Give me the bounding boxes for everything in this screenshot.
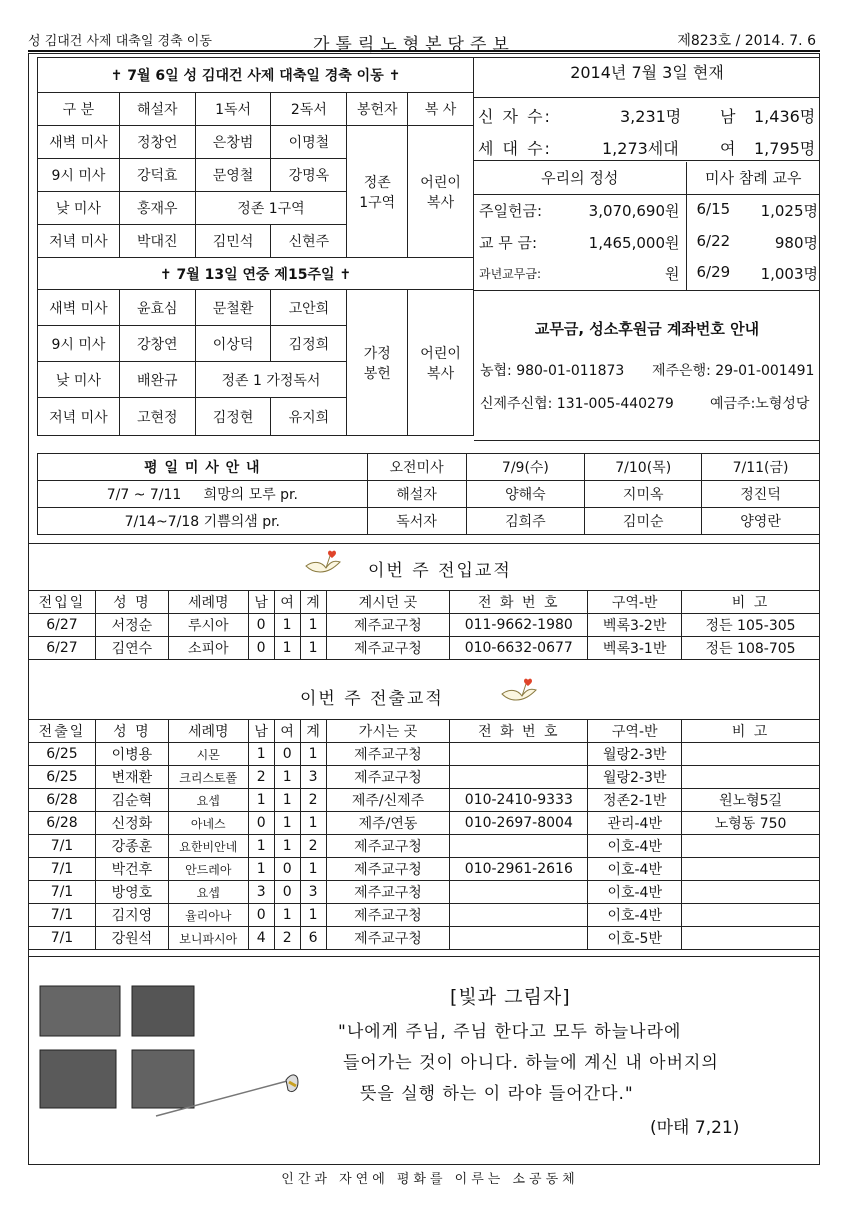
- altar-servers-text: 어린이 복사: [420, 174, 461, 211]
- table-cell: 2: [274, 927, 300, 950]
- commentator: 박대진: [119, 225, 195, 258]
- col-header: 계시던 곳: [326, 591, 450, 614]
- table-cell: 7/1: [29, 927, 96, 950]
- commentator: 배완규: [119, 362, 195, 398]
- weekday-period: 7/14~7/18 기쁨의샘 pr.: [38, 508, 368, 535]
- col-header: 가시는 곳: [326, 720, 450, 743]
- table-cell: 제주교구청: [326, 858, 450, 881]
- table-cell: 0: [248, 614, 274, 637]
- table-cell: 1: [248, 835, 274, 858]
- table-cell: 010-6632-0677: [450, 637, 588, 660]
- account-credit-union: 신제주신협: 131-005-440279: [480, 396, 674, 412]
- col-header: 복 사: [408, 93, 474, 126]
- weekday-name: 정진덕: [702, 481, 820, 508]
- table-row: [29, 927, 820, 950]
- table-cell: 김순혁: [95, 789, 168, 812]
- table-cell: 0: [274, 881, 300, 904]
- table-cell: 2: [248, 766, 274, 789]
- transfer-out-header: [29, 720, 820, 743]
- table-cell: 7/1: [29, 881, 96, 904]
- mass-time: 새벽 미사: [38, 290, 120, 326]
- table-cell: 시몬: [168, 743, 248, 766]
- table-cell: 0: [248, 904, 274, 927]
- table-cell: 1: [274, 812, 300, 835]
- transfer-in-table: [28, 590, 820, 660]
- weekday-row: [38, 481, 820, 508]
- table-cell: 관리-4반: [588, 812, 682, 835]
- table-cell: 제주교구청: [326, 904, 450, 927]
- table-cell: 안드레아: [168, 858, 248, 881]
- offering-label: 교 무 금:: [479, 233, 538, 252]
- col-header: 전 화 번 호: [450, 591, 588, 614]
- table-cell: [682, 743, 820, 766]
- col-header: 성 명: [95, 720, 168, 743]
- col-header: 비 고: [682, 591, 820, 614]
- readers: 정존 1구역: [195, 192, 347, 225]
- table-cell: 아네스: [168, 812, 248, 835]
- mass-time: 저녁 미사: [38, 398, 120, 436]
- offertory-group: [347, 290, 408, 436]
- commentator: 홍재우: [119, 192, 195, 225]
- table-cell: [450, 766, 588, 789]
- table-cell: 제주교구청: [326, 637, 450, 660]
- day-header: 7/10(목): [585, 454, 702, 481]
- male-count: 1,436명: [754, 107, 816, 126]
- reader-2: 유지희: [271, 398, 347, 436]
- reader-1: 문영철: [195, 159, 271, 192]
- table-cell: 제주교구청: [326, 881, 450, 904]
- quote-line: 들어가는 것이 아니다. 하늘에 계신 내 아버지의: [343, 1053, 719, 1073]
- table-cell: 1: [300, 637, 326, 660]
- mass-time: 낮 미사: [38, 192, 120, 225]
- altar-servers: [408, 126, 474, 258]
- reader-1: 이상덕: [195, 326, 271, 362]
- table-row: [29, 637, 820, 660]
- col-header: 해설자: [119, 93, 195, 126]
- weekday-name: 양해숙: [466, 481, 585, 508]
- table-cell: 1: [300, 812, 326, 835]
- transfer-in-header: [29, 591, 820, 614]
- table-cell: [450, 904, 588, 927]
- table-cell: 이호-5반: [588, 927, 682, 950]
- commentator: 고현정: [119, 398, 195, 436]
- table-cell: 율리아나: [168, 904, 248, 927]
- commentator: 정창언: [119, 126, 195, 159]
- table-cell: 010-2961-2616: [450, 858, 588, 881]
- table-cell: 6/25: [29, 766, 96, 789]
- col-header: 봉헌자: [347, 93, 408, 126]
- reader-2: 고안희: [271, 290, 347, 326]
- transfer-out-table: [28, 719, 820, 950]
- table-cell: 원노형5길: [682, 789, 820, 812]
- offering-row: [474, 194, 820, 226]
- table-cell: 제주교구청: [326, 835, 450, 858]
- table-cell: 6/27: [29, 637, 96, 660]
- footer-motto: 인간과 자연에 평화를 이루는 소공동체: [281, 1172, 579, 1187]
- schedule-title-1: ✝ 7월 6일 성 김대건 사제 대축일 경축 이동 ✝: [38, 58, 474, 93]
- offering-value: 원: [571, 258, 686, 290]
- table-cell: 0: [248, 812, 274, 835]
- table-row: [29, 812, 820, 835]
- account-holder: 예금주:노형성당: [710, 396, 810, 412]
- reader-2: 이명철: [271, 126, 347, 159]
- mass-time: 9시 미사: [38, 159, 120, 192]
- attendance-date: 6/29: [696, 263, 731, 282]
- table-cell: 보니파시아: [168, 927, 248, 950]
- table-cell: 제주/연동: [326, 812, 450, 835]
- mass-schedule-table: [37, 57, 474, 436]
- offering-value: 3,070,690원: [571, 194, 686, 226]
- window-cross-illustration: [36, 978, 306, 1128]
- col-header: 세례명: [168, 591, 248, 614]
- table-cell: 1: [274, 637, 300, 660]
- col-header: 성 명: [95, 591, 168, 614]
- transfer-out-title: 이번 주 전출교적: [300, 689, 444, 709]
- table-cell: 0: [248, 637, 274, 660]
- mass-time: 9시 미사: [38, 326, 120, 362]
- col-header: 세례명: [168, 720, 248, 743]
- table-cell: 요셉: [168, 881, 248, 904]
- table-cell: 7/1: [29, 858, 96, 881]
- table-cell: 6: [300, 927, 326, 950]
- account-nonghyup: 농협: 980-01-011873: [480, 363, 625, 379]
- table-cell: [682, 835, 820, 858]
- weekday-name: 김미순: [585, 508, 702, 535]
- col-header: 구 분: [38, 93, 120, 126]
- table-row: [29, 766, 820, 789]
- transfer-out-body: [29, 743, 820, 950]
- reader-2: 김정희: [271, 326, 347, 362]
- table-cell: 6/25: [29, 743, 96, 766]
- morning-mass-label: 오전미사: [367, 454, 466, 481]
- table-cell: 1: [248, 743, 274, 766]
- table-cell: 월랑2-3반: [588, 766, 682, 789]
- reader-1: 김정현: [195, 398, 271, 436]
- table-cell: 0: [274, 743, 300, 766]
- readers: 정존 1 가정독서: [195, 362, 347, 398]
- schedule-title-2: ✝ 7월 13일 연중 제15주일 ✝: [38, 258, 474, 290]
- reader-1: 문철환: [195, 290, 271, 326]
- table-cell: 강원석: [95, 927, 168, 950]
- schedule-row: [38, 290, 474, 326]
- col-header: 비 고: [682, 720, 820, 743]
- altar-servers: [408, 290, 474, 436]
- table-cell: 소피아: [168, 637, 248, 660]
- table-cell: [682, 927, 820, 950]
- table-cell: 변재환: [95, 766, 168, 789]
- table-cell: 2: [300, 789, 326, 812]
- col-header: 남: [248, 720, 274, 743]
- dove-icon: [304, 548, 344, 578]
- bulletin-title: 가톨릭노형본당주보: [313, 35, 515, 55]
- table-cell: 이호-4반: [588, 881, 682, 904]
- reader-2: 신현주: [271, 225, 347, 258]
- col-header: 2독서: [271, 93, 347, 126]
- col-header: 전 화 번 호: [450, 720, 588, 743]
- table-cell: 방영호: [95, 881, 168, 904]
- offering-row: [474, 258, 820, 290]
- table-cell: 노형동 750: [682, 812, 820, 835]
- table-cell: 3: [248, 881, 274, 904]
- table-cell: 박건후: [95, 858, 168, 881]
- col-header: 여: [274, 720, 300, 743]
- weekday-name: 지미옥: [585, 481, 702, 508]
- quote-line: 뜻을 실행 하는 이 라야 들어간다.": [360, 1084, 634, 1104]
- table-cell: 이호-4반: [588, 858, 682, 881]
- offering-row: [474, 226, 820, 258]
- table-cell: 신정화: [95, 812, 168, 835]
- section-divider: [28, 543, 820, 544]
- offertory-group: [347, 126, 408, 258]
- table-cell: 010-2697-8004: [450, 812, 588, 835]
- transfer-in-title: 이번 주 전입교적: [368, 561, 512, 581]
- attendance-count: 980명: [774, 233, 818, 252]
- attendance-title: 미사 참례 교우: [686, 162, 820, 194]
- table-cell: 월랑2-3반: [588, 743, 682, 766]
- attendance-entry: [686, 226, 820, 258]
- table-cell: 1: [248, 858, 274, 881]
- table-cell: 김지영: [95, 904, 168, 927]
- weekday-role: 독서자: [367, 508, 466, 535]
- table-cell: 요한비안네: [168, 835, 248, 858]
- female-label: 여: [720, 139, 736, 158]
- table-row: [29, 881, 820, 904]
- weekday-name: 김희주: [466, 508, 585, 535]
- table-cell: 제주교구청: [326, 766, 450, 789]
- believers-count: 3,231명: [620, 107, 682, 126]
- table-cell: [450, 835, 588, 858]
- table-row: [29, 858, 820, 881]
- offering-label: 과년교무금:: [474, 258, 571, 290]
- table-cell: 서정순: [95, 614, 168, 637]
- table-cell: 1: [274, 766, 300, 789]
- dove-icon: [500, 676, 540, 706]
- believers-label: 신 자 수:: [478, 107, 552, 126]
- table-cell: 1: [274, 835, 300, 858]
- col-header: 1독서: [195, 93, 271, 126]
- table-cell: [682, 881, 820, 904]
- col-header: 남: [248, 591, 274, 614]
- table-cell: 벡록3-2반: [588, 614, 682, 637]
- col-header: 전출일: [29, 720, 96, 743]
- weekday-title: 평 일 미 사 안 내: [38, 454, 368, 481]
- table-cell: 크리스토폴: [168, 766, 248, 789]
- offering-attendance-table: [474, 162, 820, 291]
- table-cell: 7/1: [29, 904, 96, 927]
- day-header: 7/9(수): [466, 454, 585, 481]
- reader-2: 강명옥: [271, 159, 347, 192]
- table-row: [29, 614, 820, 637]
- offertory-group-text: 가정 봉헌: [363, 345, 391, 382]
- table-cell: [450, 743, 588, 766]
- reader-1: 김민석: [195, 225, 271, 258]
- table-cell: 제주교구청: [326, 614, 450, 637]
- table-row: [29, 743, 820, 766]
- table-cell: 1: [248, 789, 274, 812]
- altar-servers-text: 어린이 복사: [420, 345, 461, 382]
- quote-line: "나에게 주님, 주님 한다고 모두 하늘나라에: [338, 1022, 682, 1042]
- issue-number: 제823호 / 2014. 7. 6: [677, 33, 816, 49]
- col-header: 구역-반: [588, 720, 682, 743]
- quote-title: [빛과 그림자]: [450, 986, 571, 1008]
- table-cell: [450, 927, 588, 950]
- col-header: 전입일: [29, 591, 96, 614]
- attendance-entry: [686, 194, 820, 226]
- day-header: 7/11(금): [702, 454, 820, 481]
- table-cell: 0: [274, 858, 300, 881]
- quote-source: (마태 7,21): [650, 1118, 740, 1138]
- table-cell: 6/28: [29, 789, 96, 812]
- offering-value: 1,465,000원: [571, 226, 686, 258]
- table-cell: 강종훈: [95, 835, 168, 858]
- weekday-mass-table: [37, 453, 820, 535]
- table-cell: 1: [274, 789, 300, 812]
- attendance-date: 6/22: [696, 231, 731, 250]
- account-info-title: 교무금, 성소후원금 계좌번호 안내: [534, 320, 760, 338]
- table-row: [29, 904, 820, 927]
- attendance-entry: [686, 258, 820, 290]
- commentator: 윤효심: [119, 290, 195, 326]
- account-jeju-bank: 제주은행: 29-01-001491: [652, 363, 815, 379]
- schedule-row: [38, 126, 474, 159]
- table-cell: 011-9662-1980: [450, 614, 588, 637]
- table-cell: [682, 766, 820, 789]
- reader-1: 은창범: [195, 126, 271, 159]
- female-count: 1,795명: [754, 139, 816, 158]
- table-cell: 7/1: [29, 835, 96, 858]
- table-cell: 정존2-1반: [588, 789, 682, 812]
- households-label: 세 대 수:: [478, 139, 552, 158]
- table-cell: 1: [300, 614, 326, 637]
- table-cell: 3: [300, 881, 326, 904]
- table-cell: 제주교구청: [326, 927, 450, 950]
- weekday-role: 해설자: [367, 481, 466, 508]
- table-cell: 제주/신제주: [326, 789, 450, 812]
- table-cell: 4: [248, 927, 274, 950]
- table-cell: 요셉: [168, 789, 248, 812]
- table-cell: 1: [274, 614, 300, 637]
- stats-divider: [474, 160, 820, 161]
- table-cell: 정든 108-705: [682, 637, 820, 660]
- table-cell: 6/27: [29, 614, 96, 637]
- table-cell: [682, 858, 820, 881]
- offering-label: 주일헌금:: [479, 201, 543, 220]
- table-cell: 6/28: [29, 812, 96, 835]
- table-cell: 이병용: [95, 743, 168, 766]
- commentator: 강덕효: [119, 159, 195, 192]
- table-cell: 이호-4반: [588, 904, 682, 927]
- table-cell: 1: [300, 858, 326, 881]
- male-label: 남: [720, 107, 736, 126]
- table-cell: 이호-4반: [588, 835, 682, 858]
- col-header: 여: [274, 591, 300, 614]
- col-header: 구역-반: [588, 591, 682, 614]
- table-cell: 3: [300, 766, 326, 789]
- header-divider: [28, 50, 820, 52]
- offertory-group-text: 정존 1구역: [359, 174, 396, 211]
- mass-time: 낮 미사: [38, 362, 120, 398]
- commentator: 강창연: [119, 326, 195, 362]
- schedule-header-row: [38, 93, 474, 126]
- table-cell: [450, 881, 588, 904]
- households-count: 1,273세대: [602, 139, 679, 158]
- attendance-count: 1,025명: [760, 201, 818, 220]
- table-row: [29, 835, 820, 858]
- mass-time: 저녁 미사: [38, 225, 120, 258]
- stats-date: 2014년 7월 3일 현재: [570, 63, 724, 82]
- weekday-row: [38, 508, 820, 535]
- table-cell: 정든 105-305: [682, 614, 820, 637]
- table-cell: 김연수: [95, 637, 168, 660]
- attendance-count: 1,003명: [760, 265, 818, 284]
- section-divider: [28, 956, 820, 957]
- weekday-name: 양영란: [702, 508, 820, 535]
- stats-divider: [474, 97, 820, 98]
- table-row: [29, 789, 820, 812]
- mass-time: 새벽 미사: [38, 126, 120, 159]
- table-cell: [682, 904, 820, 927]
- table-cell: 1: [300, 904, 326, 927]
- table-cell: 2: [300, 835, 326, 858]
- offering-title: 우리의 정성: [474, 162, 686, 194]
- header-feast-title: 성 김대건 사제 대축일 경축 이동: [28, 34, 212, 49]
- attendance-date: 6/15: [696, 199, 731, 218]
- weekday-period: 7/7 ~ 7/11 희망의 모루 pr.: [38, 481, 368, 508]
- table-cell: 1: [274, 904, 300, 927]
- table-cell: 010-2410-9333: [450, 789, 588, 812]
- table-cell: 루시아: [168, 614, 248, 637]
- table-cell: 1: [300, 743, 326, 766]
- table-cell: 벡록3-1반: [588, 637, 682, 660]
- col-header: 계: [300, 591, 326, 614]
- col-header: 계: [300, 720, 326, 743]
- table-cell: 제주교구청: [326, 743, 450, 766]
